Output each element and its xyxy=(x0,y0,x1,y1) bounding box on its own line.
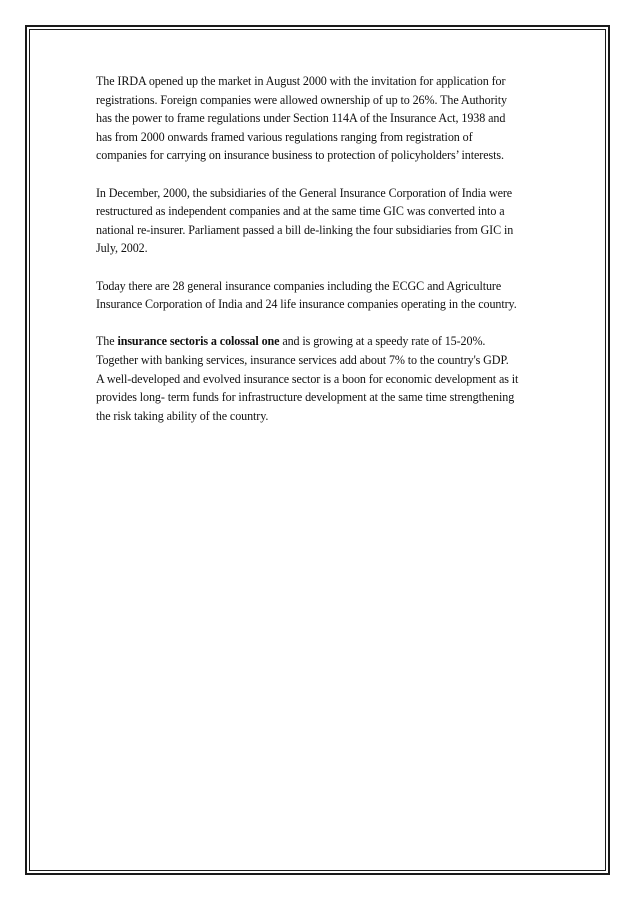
text-line: national re-insurer. Parliament passed a bill de-linking the four subsidiaries from GIC in xyxy=(96,222,514,237)
text-line: the risk taking ability of the country. xyxy=(96,408,269,423)
text-segment: The xyxy=(96,334,118,349)
paragraph-insurance-companies-count xyxy=(96,277,566,314)
text-line: companies for carrying on insurance business to protection of policyholders’ interests. xyxy=(96,148,504,163)
text-line: registrations. Foreign companies were allowed ownership of up to 26%. The Authority xyxy=(96,92,507,107)
text-line: has from 2000 onwards framed various regulations ranging from registration of xyxy=(96,129,473,144)
bold-emphasis: insurance sectoris a colossal one xyxy=(117,334,280,349)
paragraph-gic-restructuring xyxy=(96,184,566,258)
text-line: July, 2002. xyxy=(96,241,148,256)
text-line: Insurance Corporation of India and 24 life insurance companies operating in the country. xyxy=(96,297,517,312)
text-line-with-emphasis xyxy=(96,332,566,351)
text-line: Together with banking services, insurance services add about 7% to the country's GDP. xyxy=(96,352,509,367)
text-line: In December, 2000, the subsidiaries of the General Insurance Corporation of India were xyxy=(96,185,513,200)
text-line: Today there are 28 general insurance companies including the ECGC and Agriculture xyxy=(96,278,502,293)
paragraph-insurance-sector-growth xyxy=(96,332,566,425)
text-line: provides long- term funds for infrastructure development at the same time strengthening xyxy=(96,390,515,405)
text-line: restructured as independent companies and at the same time GIC was converted into a xyxy=(96,204,505,219)
paragraph-irda-market-opening xyxy=(96,72,566,165)
text-line: A well-developed and evolved insurance sector is a boon for economic development as it xyxy=(96,371,519,386)
text-segment: and is growing at a speedy rate of 15-20%. xyxy=(279,334,486,349)
text-line: has the power to frame regulations under Section 114A of the Insurance Act, 1938 and xyxy=(96,111,506,126)
document-body xyxy=(96,72,566,444)
text-line: The IRDA opened up the market in August 2000 with the invitation for application for xyxy=(96,74,506,88)
